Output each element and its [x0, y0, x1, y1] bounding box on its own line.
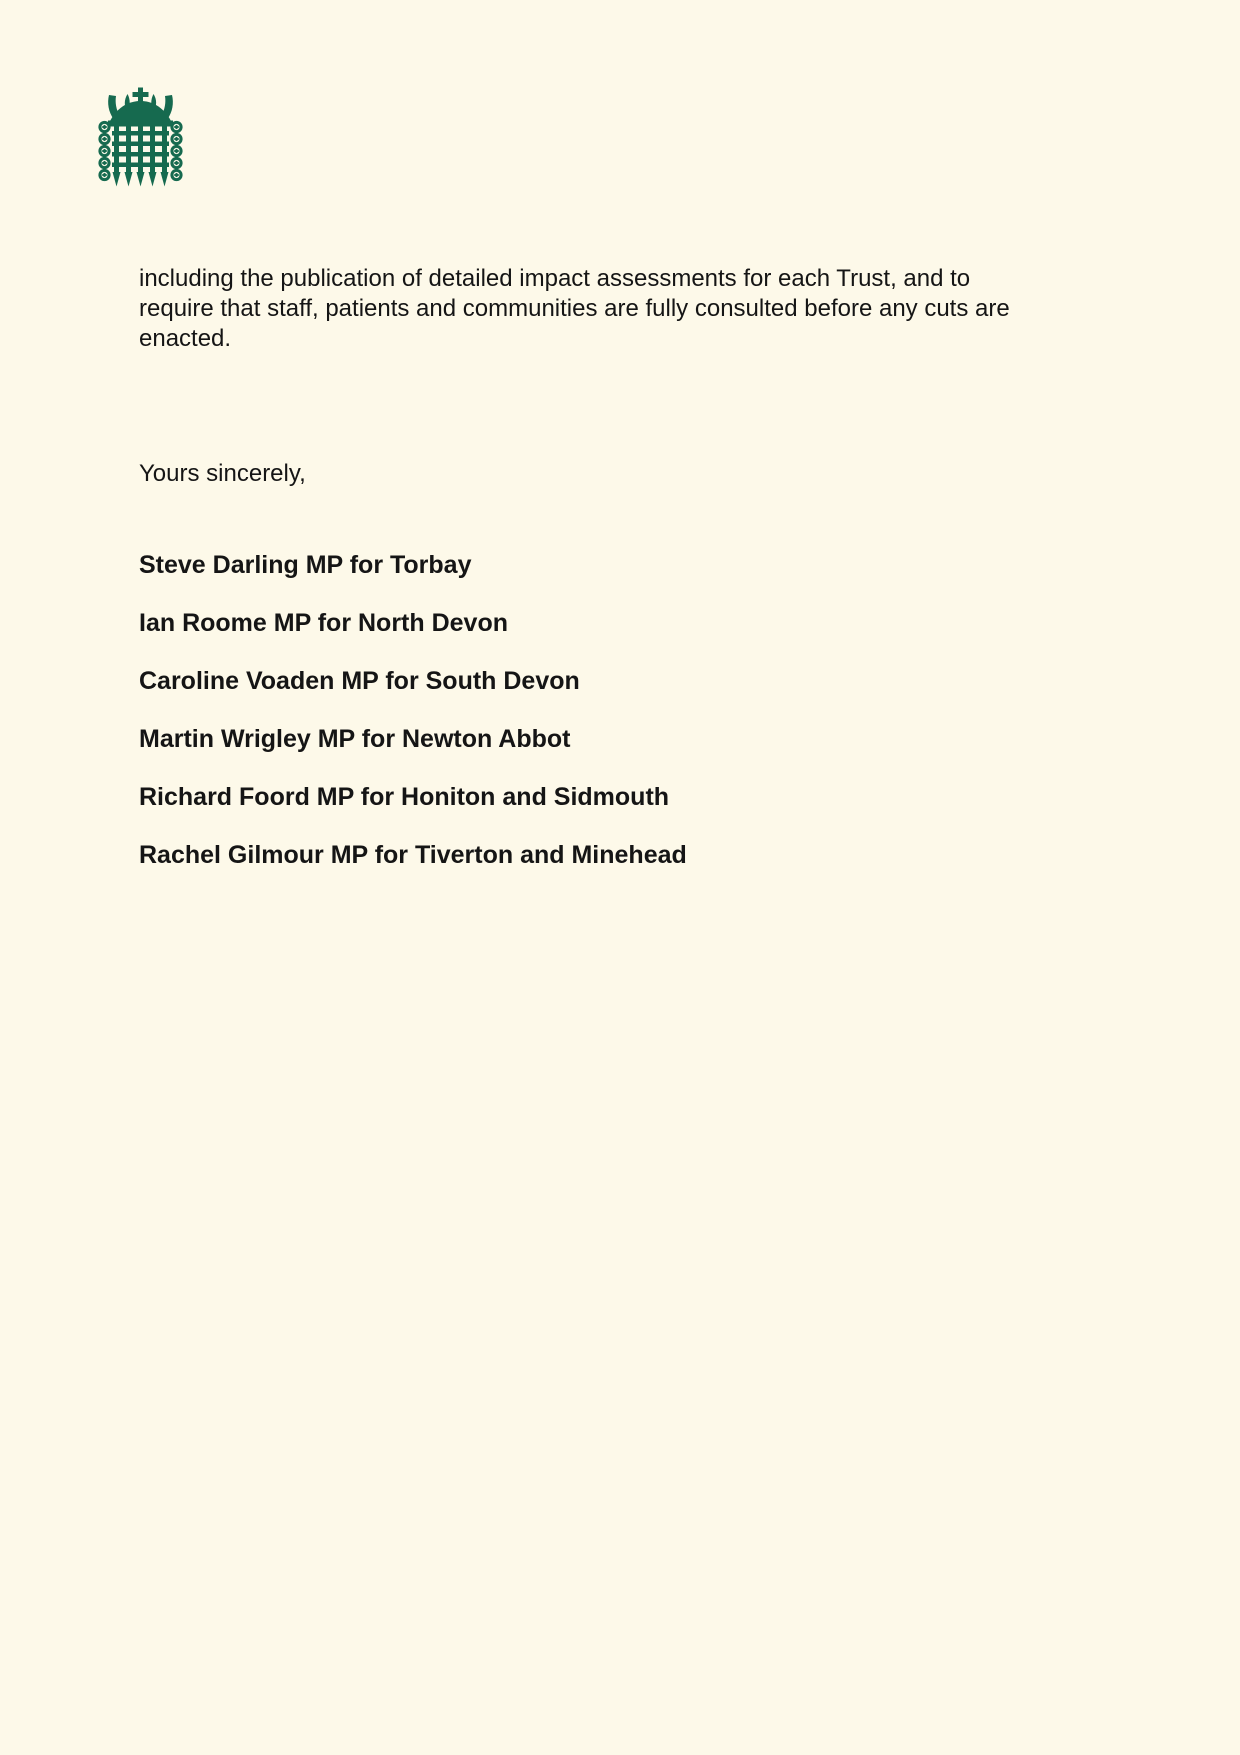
signatory-list [139, 551, 687, 899]
paragraph-line: including the publication of detailed impact assessments for each Trust, and to [139, 265, 971, 292]
signatory-name: Richard Foord MP for Honiton and Sidmouth [139, 783, 670, 811]
signatory-name: Ian Roome MP for North Devon [139, 609, 509, 637]
portcullis-icon [98, 87, 183, 191]
signatory-name: Martin Wrigley MP for Newton Abbot [139, 725, 571, 753]
paragraph-line: require that staff, patients and communities are fully consulted before any cuts are [139, 295, 1010, 322]
signatory-name: Caroline Voaden MP for South Devon [139, 667, 580, 695]
signatory-name: Rachel Gilmour MP for Tiverton and Minehead [139, 841, 687, 869]
signatory-name: Steve Darling MP for Torbay [139, 551, 472, 579]
paragraph-line: enacted. [139, 325, 232, 352]
closing-salutation: Yours sincerely, [139, 460, 306, 487]
uk-parliament-logo [98, 87, 183, 191]
letter-paragraph [139, 264, 1010, 354]
